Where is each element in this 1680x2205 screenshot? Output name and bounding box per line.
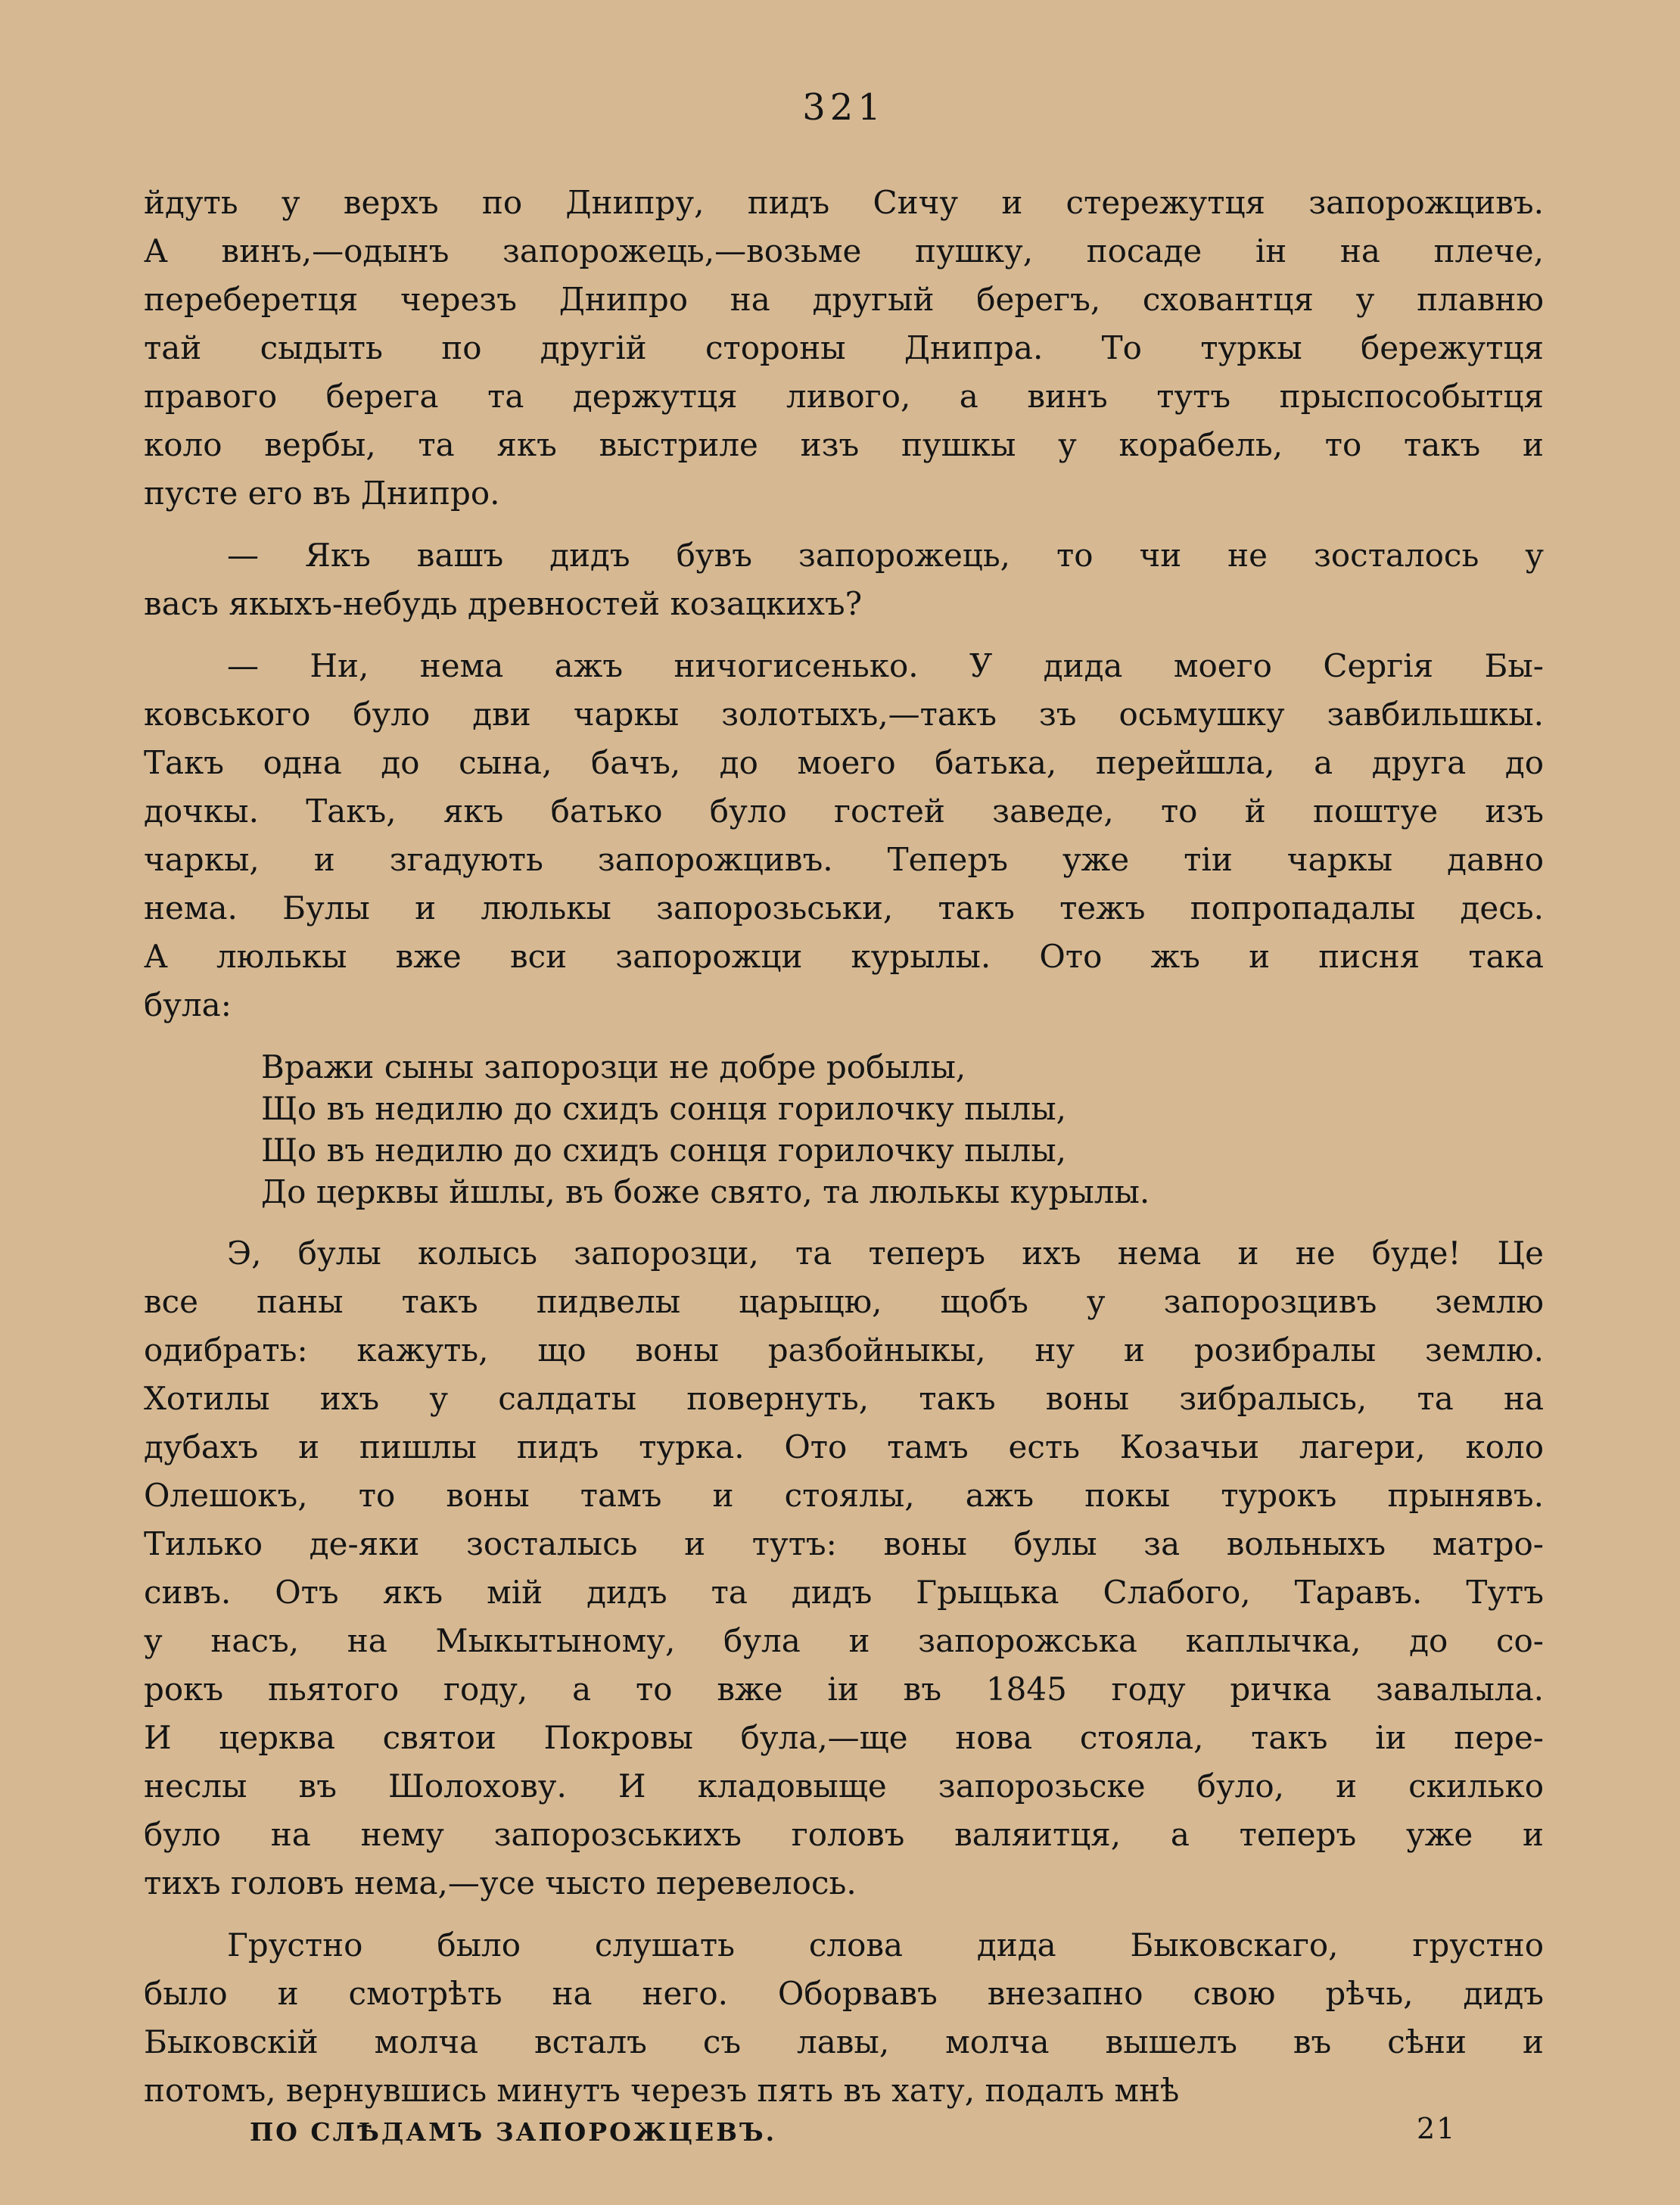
text-line: йдуть у верхъ по Днипру, пидъ Сичу и стережутця запорожцивъ.	[144, 184, 1544, 221]
page-number: 321	[802, 86, 885, 129]
text-line: чаркы, и згадують запорожцивъ. Теперъ уже тіи чаркы давно	[144, 841, 1544, 878]
text-line: коло вербы, та якъ выстриле изъ пушкы у корабель, то такъ и	[144, 426, 1544, 463]
paragraph	[144, 1229, 1544, 1908]
text-line: Э, булы колысь запорозци, та теперъ ихъ нема и не буде! Це	[227, 1235, 1544, 1272]
text-line: переберетця черезъ Днипро на другый берегъ, сховантця у плавню	[144, 281, 1544, 318]
text-line: Такъ одна до сына, бачъ, до моего батька, перейшла, а друга до	[144, 744, 1544, 781]
text-line: у насъ, на Мыкытыному, була и запорожська каплычка, до со-	[144, 1622, 1544, 1659]
text-line: сивъ. Отъ якъ мій дидъ та дидъ Грыцька Слабого, Таравъ. Тутъ	[144, 1574, 1544, 1611]
text-line: васъ якыхъ-небудь древностей козацкихъ?	[144, 585, 863, 622]
text-line: була:	[144, 986, 232, 1023]
text-line: Тилько де-яки зосталысь и тутъ: воны булы за вольныхъ матро-	[144, 1525, 1544, 1562]
text-line: — Ни, нема ажъ ничогисенько. У дида моего Сергія Бы-	[227, 647, 1544, 684]
footer-signature: 21	[1417, 2112, 1457, 2145]
paragraph	[144, 642, 1544, 1029]
page-body	[144, 86, 1544, 2115]
text-line: Грустно было слушать слова дида Быковскаго, грустно	[227, 1926, 1544, 1964]
text-line: И церква святои Покровы була,—ще нова стояла, такъ іи пере-	[144, 1719, 1544, 1756]
verse-line: До церквы йшлы, въ боже свято, та люлькы курылы.	[261, 1173, 1150, 1210]
text-line: ковського було дви чаркы золотыхъ,—такъ зъ осьмушку завбильшкы.	[144, 696, 1544, 733]
verse-line: Що въ недилю до схидъ сонця горилочку пылы,	[261, 1090, 1066, 1127]
text-line: А винъ,—одынъ запорожець,—возьме пушку, посаде ін на плече,	[144, 232, 1544, 269]
bottom-text	[144, 1229, 1544, 2115]
text-line: было и смотрѣть на него. Оборвавъ внезапно свою рѣчь, дидъ	[144, 1975, 1544, 2012]
text-line: все паны такъ пидвелы царыцю, щобъ у запорозцивъ землю	[144, 1283, 1544, 1320]
text-line: було на нему запорозськихъ головъ валяитця, а теперъ уже и	[144, 1816, 1544, 1853]
text-line: тай сыдыть по другій стороны Днипра. То туркы бережутця	[144, 329, 1544, 366]
text-line: правого берега та держутця ливого, а винъ тутъ прыспособытця	[144, 378, 1544, 415]
text-line: Олешокъ, то воны тамъ и стоялы, ажъ покы турокъ прынявъ.	[144, 1477, 1544, 1514]
verse-line: Що въ недилю до схидъ сонця горилочку пылы,	[261, 1132, 1066, 1169]
text-line: нема. Булы и люлькы запорозьськи, такъ тежъ попропадалы десь.	[144, 889, 1544, 927]
verse-line: Вражи сыны запорозци не добре робылы,	[261, 1048, 966, 1085]
paragraph	[144, 179, 1544, 518]
verse	[261, 1046, 1544, 1213]
text-line: дочкы. Такъ, якъ батько було гостей заведе, то й поштуе изъ	[144, 793, 1544, 830]
text-line: неслы въ Шолохову. И кладовыще запорозьске було, и скилько	[144, 1767, 1544, 1805]
text-line: одибрать: кажуть, що воны разбойныкы, ну и розибралы землю.	[144, 1331, 1544, 1369]
text-line: пусте его въ Днипро.	[144, 475, 500, 512]
text-line: тихъ головъ нема,—усе чысто перевелось.	[144, 1864, 857, 1901]
text-line: А люлькы вже вси запорожци курылы. Ото жъ и писня така	[144, 938, 1544, 975]
paragraph	[144, 1921, 1544, 2115]
text-line: Хотилы ихъ у салдаты повернуть, такъ воны зибралысь, та на	[144, 1380, 1544, 1417]
text-line: рокъ пьятого году, а то вже іи въ 1845 году ричка завалыла.	[144, 1671, 1544, 1708]
running-footer: ПО СЛѢДАМЪ ЗАПОРОЖЦЕВЪ.	[250, 2117, 777, 2147]
text-line: Быковскій молча всталъ съ лавы, молча вышелъ въ сѣни и	[144, 2023, 1544, 2060]
text-line: — Якъ вашъ дидъ бувъ запорожець, то чи не зосталось у	[227, 537, 1544, 574]
paragraph	[144, 531, 1544, 628]
text-line: потомъ, вернувшись минутъ черезъ пять въ хату, подалъ мнѣ	[144, 2072, 1180, 2109]
text-line: дубахъ и пишлы пидъ турка. Ото тамъ есть Козачьи лагери, коло	[144, 1428, 1544, 1465]
top-text	[144, 179, 1544, 1029]
